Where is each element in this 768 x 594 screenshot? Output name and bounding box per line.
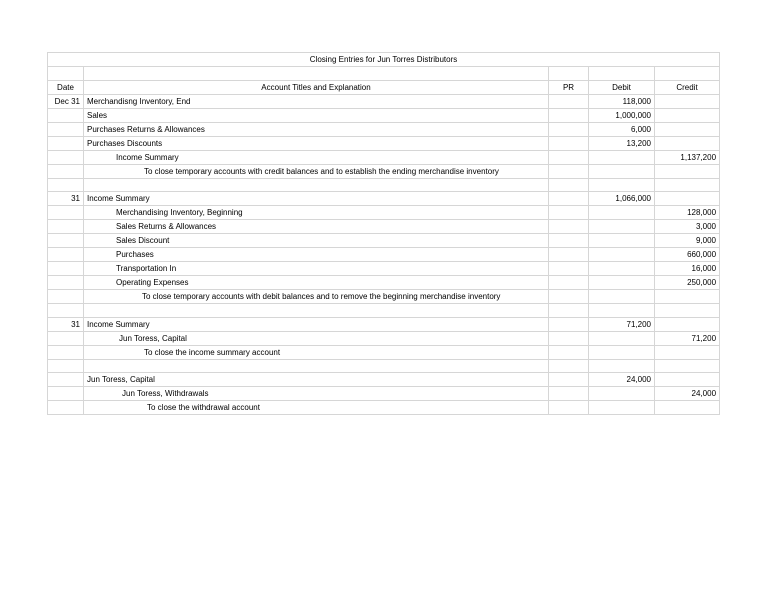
- debit-amount: 6,000: [589, 122, 655, 136]
- sheet-title: Closing Entries for Jun Torres Distributors: [48, 53, 720, 67]
- journal-table: [47, 52, 720, 415]
- credit-amount: [655, 317, 720, 331]
- credit-amount: [655, 373, 720, 387]
- journal-row: [48, 220, 720, 234]
- entry-explanation: To close temporary accounts with credit balances and to establish the ending merchandise inventory: [84, 164, 549, 178]
- account-title: Income Summary: [84, 192, 549, 206]
- journal-row: [48, 234, 720, 248]
- debit-amount: [589, 387, 655, 401]
- explanation-row: [48, 401, 720, 415]
- credit-amount: [655, 94, 720, 108]
- title-row: [48, 53, 720, 67]
- blank-row: [48, 67, 720, 81]
- journal-row: [48, 248, 720, 262]
- credit-amount: 71,200: [655, 331, 720, 345]
- debit-amount: [589, 262, 655, 276]
- date-header: Date: [48, 80, 84, 94]
- credit-amount: [655, 192, 720, 206]
- journal-row: [48, 317, 720, 331]
- credit-amount: 9,000: [655, 234, 720, 248]
- journal-row: [48, 122, 720, 136]
- journal-row: [48, 150, 720, 164]
- entry-date: [48, 373, 84, 387]
- credit-amount: 1,137,200: [655, 150, 720, 164]
- pr-cell: [549, 94, 589, 108]
- debit-amount: 1,066,000: [589, 192, 655, 206]
- debit-amount: 118,000: [589, 94, 655, 108]
- credit-amount: 24,000: [655, 387, 720, 401]
- credit-amount: [655, 136, 720, 150]
- blank-row: [48, 359, 720, 373]
- account-title: Purchases Returns & Allowances: [84, 122, 549, 136]
- entry-explanation: To close temporary accounts with debit balances and to remove the beginning merchandise inventory: [84, 290, 549, 304]
- debit-amount: [589, 276, 655, 290]
- journal-row: [48, 387, 720, 401]
- credit-header: Credit: [655, 80, 720, 94]
- credit-amount: [655, 122, 720, 136]
- debit-amount: 24,000: [589, 373, 655, 387]
- debit-header: Debit: [589, 80, 655, 94]
- debit-amount: [589, 248, 655, 262]
- account-title: Jun Toress, Capital: [84, 373, 549, 387]
- account-title: Merchandising Inventory, Beginning: [84, 206, 549, 220]
- account-title: Merchandisng Inventory, End: [84, 94, 549, 108]
- credit-amount: 3,000: [655, 220, 720, 234]
- closing-entries-sheet: [47, 52, 719, 415]
- debit-amount: 1,000,000: [589, 108, 655, 122]
- account-title: Sales Discount: [84, 234, 549, 248]
- account-title: Transportation In: [84, 262, 549, 276]
- explanation-row: [48, 345, 720, 359]
- journal-row: [48, 206, 720, 220]
- credit-amount: 660,000: [655, 248, 720, 262]
- blank-row: [48, 178, 720, 192]
- debit-amount: 13,200: [589, 136, 655, 150]
- entry-date: 31: [48, 192, 84, 206]
- journal-row: [48, 136, 720, 150]
- entry-date: 31: [48, 317, 84, 331]
- credit-amount: 128,000: [655, 206, 720, 220]
- debit-amount: [589, 150, 655, 164]
- journal-row: [48, 108, 720, 122]
- account-title: Jun Toress, Capital: [84, 331, 549, 345]
- account-title: Purchases Discounts: [84, 136, 549, 150]
- debit-amount: [589, 206, 655, 220]
- journal-row: [48, 192, 720, 206]
- explanation-row: [48, 290, 720, 304]
- account-title: Income Summary: [84, 317, 549, 331]
- account-title: Income Summary: [84, 150, 549, 164]
- explanation-row: [48, 164, 720, 178]
- entry-explanation: To close the withdrawal account: [84, 401, 549, 415]
- account-title: Sales: [84, 108, 549, 122]
- entry-explanation: To close the income summary account: [84, 345, 549, 359]
- journal-row: [48, 331, 720, 345]
- debit-amount: [589, 220, 655, 234]
- account-title: Operating Expenses: [84, 276, 549, 290]
- credit-amount: 16,000: [655, 262, 720, 276]
- journal-row: [48, 373, 720, 387]
- debit-amount: [589, 234, 655, 248]
- debit-amount: 71,200: [589, 317, 655, 331]
- entry-date: Dec 31: [48, 94, 84, 108]
- journal-row: [48, 262, 720, 276]
- pr-header: PR: [549, 80, 589, 94]
- blank-row: [48, 304, 720, 318]
- account-header: Account Titles and Explanation: [84, 80, 549, 94]
- credit-amount: 250,000: [655, 276, 720, 290]
- account-title: Purchases: [84, 248, 549, 262]
- journal-row: [48, 94, 720, 108]
- credit-amount: [655, 108, 720, 122]
- account-title: Sales Returns & Allowances: [84, 220, 549, 234]
- account-title: Jun Toress, Withdrawals: [84, 387, 549, 401]
- journal-row: [48, 276, 720, 290]
- header-row: [48, 80, 720, 94]
- debit-amount: [589, 331, 655, 345]
